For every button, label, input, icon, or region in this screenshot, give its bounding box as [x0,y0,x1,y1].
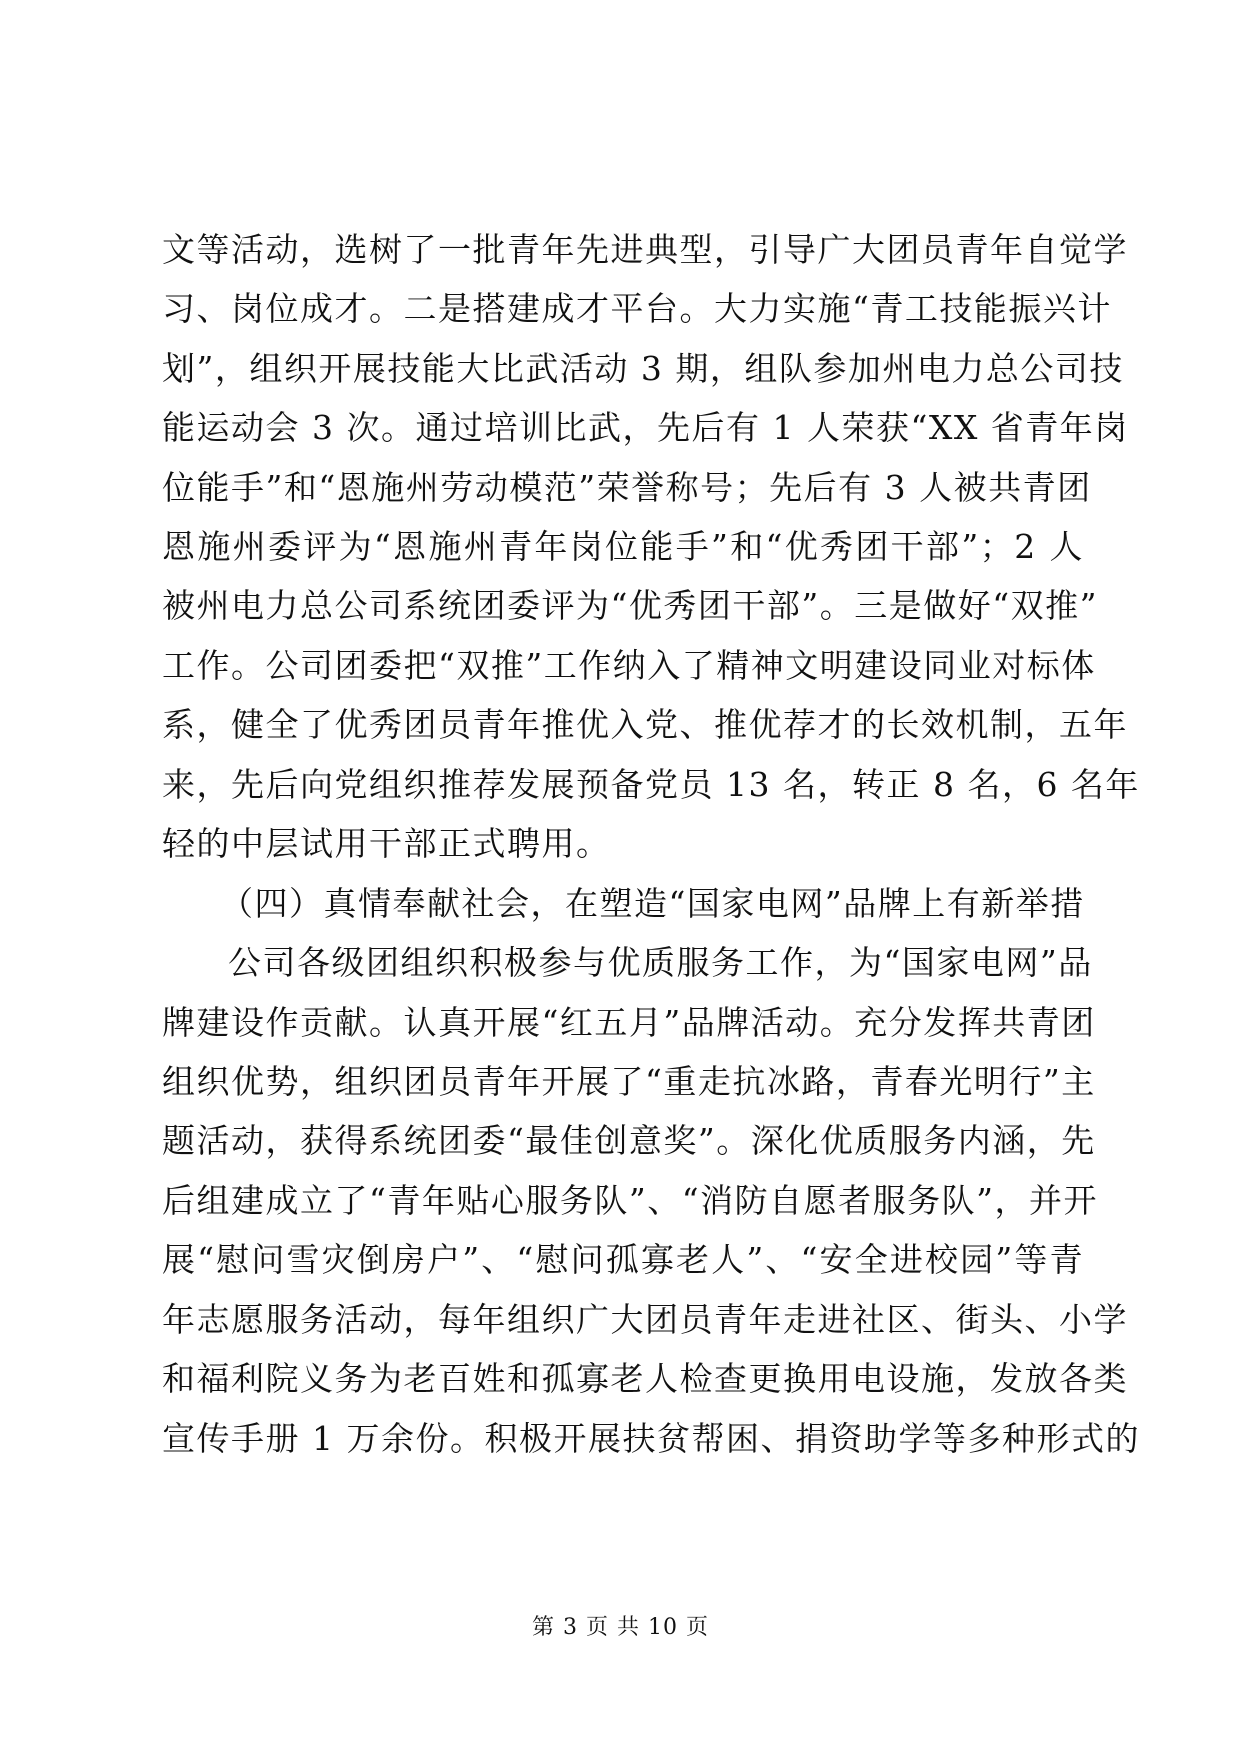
text-line: 系，健全了优秀团员青年推优入党、推优荐才的长效机制，五年 [162,705,1128,744]
text-line: 宣传手册 1 万余份。积极开展扶贫帮困、捐资助学等多种形式的 [162,1419,1140,1458]
page-number-footer: 第 3 页 共 10 页 [532,1615,709,1640]
text-line: 划”，组织开展技能大比武活动 3 期，组队参加州电力总公司技 [162,349,1124,388]
text-line: 轻的中层试用干部正式聘用。 [162,824,611,863]
text-line: 年志愿服务活动，每年组织广大团员青年走进社区、街头、小学 [162,1300,1128,1339]
text-line: 牌建设作贡献。认真开展“红五月”品牌活动。充分发挥共青团 [162,1003,1096,1042]
text-line: 习、岗位成才。二是搭建成才平台。大力实施“青工技能振兴计 [162,289,1112,328]
text-line: 被州电力总公司系统团委评为“优秀团干部”。三是做好“双推” [162,586,1098,625]
text-line: 和福利院义务为老百姓和孤寡老人检查更换用电设施，发放各类 [162,1359,1128,1398]
text-line: 能运动会 3 次。通过培训比武，先后有 1 人荣获“XX 省青年岗 [162,408,1129,447]
text-line: 题活动，获得系统团委“最佳创意奖”。深化优质服务内涵，先 [162,1121,1096,1160]
text-line: 展“慰问雪灾倒房户”、“慰问孤寡老人”、“安全进校园”等青 [162,1240,1084,1279]
text-line: 组织优势，组织团员青年开展了“重走抗冰路，青春光明行”主 [162,1062,1096,1101]
section-heading: （四）真情奉献社会，在塑造“国家电网”品牌上有新举措 [220,884,1085,923]
paragraph-first-line: 公司各级团组织积极参与优质服务工作，为“国家电网”品 [228,943,1093,982]
text-line: 来，先后向党组织推荐发展预备党员 13 名，转正 8 名，6 名年 [162,765,1140,804]
text-line: 恩施州委评为“恩施州青年岗位能手”和“优秀团干部”；2 人 [162,527,1084,566]
text-line: 位能手”和“恩施州劳动模范”荣誉称号；先后有 3 人被共青团 [162,468,1092,507]
text-line: 后组建成立了“青年贴心服务队”、“消防自愿者服务队”，并开 [162,1181,1098,1220]
text-line: 文等活动，选树了一批青年先进典型，引导广大团员青年自觉学 [162,230,1128,269]
text-line: 工作。公司团委把“双推”工作纳入了精神文明建设同业对标体 [162,646,1096,685]
